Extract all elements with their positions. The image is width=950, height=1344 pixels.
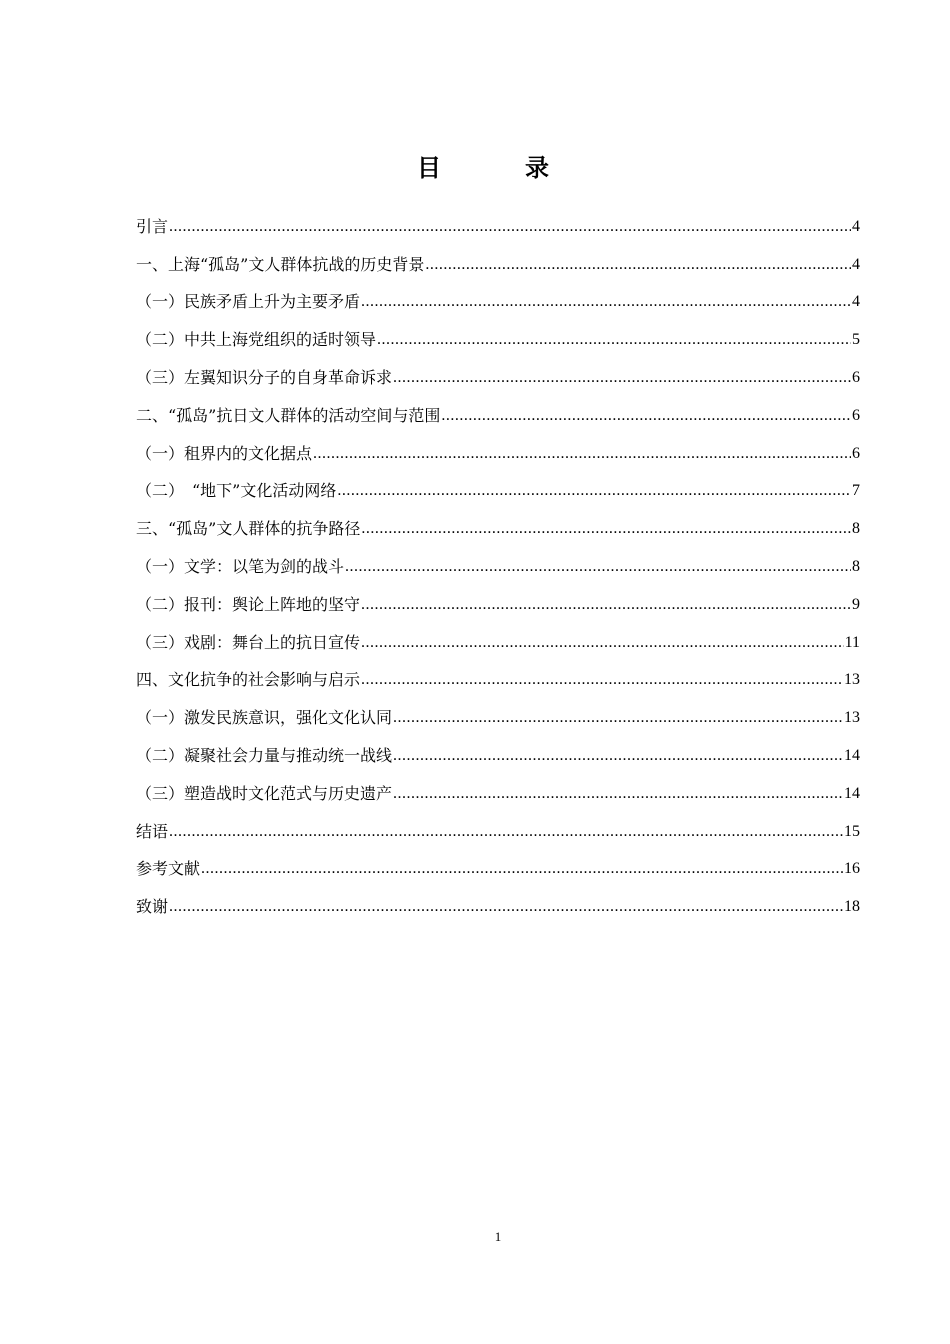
toc-entry[interactable] <box>136 275 860 313</box>
toc-leader-dots <box>345 557 851 577</box>
toc-title: 目 录 <box>417 154 579 182</box>
toc-entry-text: 二、“孤岛”抗日文人群体的活动空间与范围 <box>136 405 441 425</box>
toc-entry[interactable] <box>136 766 860 804</box>
toc-entry[interactable] <box>136 804 860 842</box>
toc-leader-dots <box>393 368 851 388</box>
page-number: 1 <box>494 1229 502 1244</box>
toc-entry-text: 致谢 <box>136 897 169 917</box>
toc-entry-page: 6 <box>852 368 860 386</box>
toc-entry-text: （三）塑造战时文化范式与历史遗产 <box>136 783 393 803</box>
toc-entry-page: 8 <box>852 520 860 538</box>
toc-list <box>136 199 860 917</box>
toc-entry[interactable] <box>136 388 860 426</box>
toc-leader-dots <box>393 746 843 766</box>
toc-entry-text: （一）文学：以笔为剑的战斗 <box>136 556 345 576</box>
toc-entry[interactable] <box>136 312 860 350</box>
toc-entry-page: 13 <box>844 709 860 727</box>
toc-entry-text: 四、文化抗争的社会影响与启示 <box>136 670 361 690</box>
toc-entry-page: 5 <box>852 331 860 349</box>
toc-entry-text: （一）激发民族意识，强化文化认同 <box>136 708 393 728</box>
toc-entry[interactable] <box>136 426 860 464</box>
toc-entry-page: 15 <box>844 822 860 840</box>
toc-entry[interactable] <box>136 653 860 691</box>
toc-entry-page: 8 <box>852 557 860 575</box>
toc-entry-text: 参考文献 <box>136 859 201 879</box>
toc-entry[interactable] <box>136 237 860 275</box>
toc-entry-text: （三）戏剧：舞台上的抗日宣传 <box>136 632 361 652</box>
toc-entry-text: （二）报刊：舆论上阵地的坚守 <box>136 594 361 614</box>
toc-entry[interactable] <box>136 577 860 615</box>
toc-leader-dots <box>393 784 843 804</box>
toc-entry-page: 7 <box>852 482 860 500</box>
toc-leader-dots <box>361 519 851 539</box>
toc-leader-dots <box>201 859 843 879</box>
toc-entry-text: 三、“孤岛”文人群体的抗争路径 <box>136 519 361 539</box>
toc-entry-page: 14 <box>844 746 860 764</box>
toc-leader-dots <box>441 406 851 426</box>
toc-entry-page: 4 <box>852 293 860 311</box>
toc-entry-page: 13 <box>844 671 860 689</box>
toc-leader-dots <box>313 444 851 464</box>
toc-entry-text: 一、上海“孤岛”文人群体抗战的历史背景 <box>136 254 425 274</box>
toc-entry[interactable] <box>136 539 860 577</box>
toc-entry-text: （三）左翼知识分子的自身革命诉求 <box>136 367 393 387</box>
toc-entry[interactable] <box>136 464 860 502</box>
toc-entry-text: （二）凝聚社会力量与推动统一战线 <box>136 745 393 765</box>
toc-entry[interactable] <box>136 879 860 917</box>
toc-leader-dots <box>361 595 851 615</box>
toc-entry-page: 16 <box>844 860 860 878</box>
toc-leader-dots <box>361 670 843 690</box>
toc-leader-dots <box>393 708 843 728</box>
toc-entry-page: 6 <box>852 444 860 462</box>
toc-entry-page: 4 <box>852 255 860 273</box>
toc-entry-text: （一）租界内的文化据点 <box>136 443 313 463</box>
toc-entry[interactable] <box>136 690 860 728</box>
toc-entry[interactable] <box>136 350 860 388</box>
toc-entry-text: （一）民族矛盾上升为主要矛盾 <box>136 292 361 312</box>
toc-entry-page: 14 <box>844 784 860 802</box>
toc-entry-text: 结语 <box>136 821 169 841</box>
toc-leader-dots <box>169 897 843 917</box>
toc-entry-page: 11 <box>844 633 860 651</box>
toc-entry[interactable] <box>136 199 860 237</box>
toc-entry-text: （二） “地下”文化活动网络 <box>136 481 337 501</box>
toc-entry[interactable] <box>136 842 860 880</box>
toc-entry[interactable] <box>136 615 860 653</box>
toc-leader-dots <box>425 255 851 275</box>
toc-leader-dots <box>337 481 851 501</box>
toc-leader-dots <box>169 822 843 842</box>
toc-leader-dots <box>361 292 851 312</box>
toc-entry-page: 4 <box>852 217 860 235</box>
toc-entry-text: （二）中共上海党组织的适时领导 <box>136 330 377 350</box>
toc-leader-dots <box>377 330 851 350</box>
toc-entry[interactable] <box>136 501 860 539</box>
toc-entry-page: 6 <box>852 406 860 424</box>
toc-leader-dots <box>361 633 844 653</box>
toc-entry-page: 18 <box>844 898 860 916</box>
toc-entry-page: 9 <box>852 595 860 613</box>
toc-entry-text: 引言 <box>136 216 169 236</box>
toc-leader-dots <box>169 217 851 237</box>
toc-entry[interactable] <box>136 728 860 766</box>
